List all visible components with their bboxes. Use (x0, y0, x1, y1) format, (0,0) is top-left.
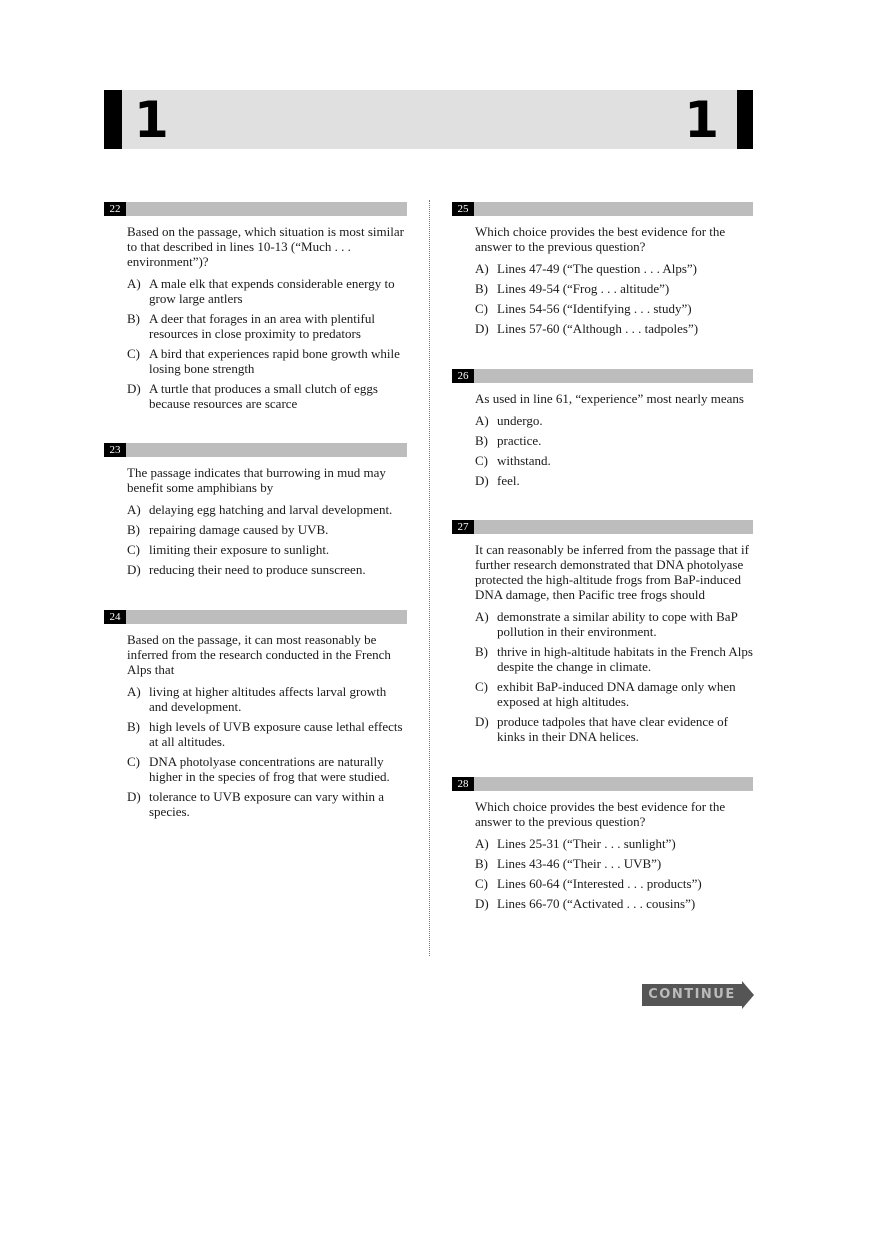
option-text: Lines 60-64 (“Interested . . . products”) (497, 876, 702, 891)
question-bar (104, 202, 407, 216)
question-bar (452, 520, 753, 534)
option-text: limiting their exposure to sunlight. (149, 542, 330, 557)
question-28 (452, 777, 753, 911)
question-bar (452, 369, 753, 383)
option-text: feel. (497, 473, 520, 488)
option-text: demonstrate a similar ability to cope with BaP pollution in their environment. (497, 609, 738, 639)
question-stem: Based on the passage, which situation is most similar to that described in lines 10-13 (“Much . . . environment”)? (127, 224, 404, 269)
option-text: A deer that forages in an area with plentiful resources in close proximity to predators (149, 311, 375, 341)
answer-option[interactable] (475, 876, 753, 891)
question-number: 23 (104, 443, 126, 457)
continue-arrow: CONTINUE (642, 984, 742, 1006)
answer-option[interactable] (475, 644, 753, 674)
option-letter: D) (127, 789, 141, 804)
option-letter: B) (127, 719, 140, 734)
option-letter: D) (127, 562, 141, 577)
option-text: high levels of UVB exposure cause lethal effects at all altitudes. (149, 719, 403, 749)
option-text: living at higher altitudes affects larval growth and development. (149, 684, 387, 714)
option-text: thrive in high-altitude habitats in the French Alps despite the change in climate. (497, 644, 753, 674)
option-text: undergo. (497, 413, 543, 428)
option-letter: D) (475, 473, 489, 488)
option-text: A turtle that produces a small clutch of eggs because resources are scarce (149, 381, 378, 411)
answer-option[interactable] (127, 789, 407, 819)
option-text: Lines 25-31 (“Their . . . sunlight”) (497, 836, 676, 851)
question-number: 25 (452, 202, 474, 216)
header-right-block (737, 90, 753, 149)
option-letter: C) (475, 453, 488, 468)
answer-option[interactable] (127, 754, 407, 784)
option-letter: C) (475, 679, 488, 694)
question-bar (452, 777, 753, 791)
question-22 (104, 202, 407, 411)
answer-option[interactable] (127, 719, 407, 749)
question-stem: Which choice provides the best evidence for the answer to the previous question? (475, 799, 726, 829)
answer-option[interactable] (475, 321, 753, 336)
answer-option[interactable] (127, 684, 407, 714)
answer-option[interactable] (127, 542, 407, 557)
option-letter: A) (475, 261, 489, 276)
option-letter: A) (127, 276, 141, 291)
answer-option[interactable] (127, 311, 407, 341)
question-number: 28 (452, 777, 474, 791)
answer-option[interactable] (475, 433, 753, 448)
answer-option[interactable] (475, 453, 753, 468)
question-stem: Based on the passage, it can most reasonably be inferred from the research conducted in the French Alps that (127, 632, 391, 677)
option-text: A bird that experiences rapid bone growth while losing bone strength (149, 346, 400, 376)
option-letter: D) (475, 714, 489, 729)
question-number: 22 (104, 202, 126, 216)
header-left-block (104, 90, 122, 149)
option-letter: C) (127, 346, 140, 361)
option-text: produce tadpoles that have clear evidence of kinks in their DNA helices. (497, 714, 728, 744)
option-letter: C) (475, 876, 488, 891)
option-letter: B) (127, 311, 140, 326)
question-number: 24 (104, 610, 126, 624)
question-bar (452, 202, 753, 216)
answer-option[interactable] (127, 346, 407, 376)
answer-option[interactable] (127, 522, 407, 537)
answer-option[interactable] (127, 276, 407, 306)
answer-option[interactable] (475, 413, 753, 428)
option-letter: C) (127, 542, 140, 557)
question-bar (104, 443, 407, 457)
answer-option[interactable] (475, 836, 753, 851)
answer-option[interactable] (127, 502, 407, 517)
question-stem: The passage indicates that burrowing in mud may benefit some amphibians by (127, 465, 386, 495)
question-stem: Which choice provides the best evidence for the answer to the previous question? (475, 224, 726, 254)
question-bar (104, 610, 407, 624)
option-text: Lines 66-70 (“Activated . . . cousins”) (497, 896, 696, 911)
answer-option[interactable] (475, 896, 753, 911)
option-letter: D) (475, 896, 489, 911)
option-text: withstand. (497, 453, 551, 468)
answer-option[interactable] (475, 261, 753, 276)
option-text: reducing their need to produce sunscreen. (149, 562, 366, 577)
option-letter: B) (475, 433, 488, 448)
column-divider (429, 200, 430, 956)
option-text: repairing damage caused by UVB. (149, 522, 329, 537)
answer-option[interactable] (475, 609, 753, 639)
section-number-left: 1 (134, 91, 169, 149)
option-letter: A) (475, 609, 489, 624)
option-text: DNA photolyase concentrations are naturally higher in the species of frog that were studied. (149, 754, 390, 784)
answer-option[interactable] (475, 714, 753, 744)
question-stem: As used in line 61, “experience” most nearly means (475, 391, 744, 406)
option-letter: B) (475, 281, 488, 296)
question-27 (452, 520, 753, 744)
question-number: 27 (452, 520, 474, 534)
question-number: 26 (452, 369, 474, 383)
answer-option[interactable] (475, 856, 753, 871)
question-24 (104, 610, 407, 819)
answer-option[interactable] (127, 562, 407, 577)
option-letter: B) (475, 856, 488, 871)
option-letter: A) (475, 836, 489, 851)
section-number-right: 1 (684, 91, 719, 149)
option-text: practice. (497, 433, 542, 448)
option-text: Lines 54-56 (“Identifying . . . study”) (497, 301, 692, 316)
question-26 (452, 369, 753, 488)
option-letter: C) (475, 301, 488, 316)
option-letter: C) (127, 754, 140, 769)
answer-option[interactable] (475, 281, 753, 296)
option-text: tolerance to UVB exposure can vary within a species. (149, 789, 385, 819)
answer-option[interactable] (475, 301, 753, 316)
option-text: delaying egg hatching and larval development. (149, 502, 393, 517)
option-text: A male elk that expends considerable energy to grow large antlers (149, 276, 395, 306)
question-stem: It can reasonably be inferred from the passage that if further research demonstrated that DNA photolyase protected the high-altitude frogs from BaP-induced DNA damage, then Pacific tree frogs should (475, 542, 749, 602)
option-letter: D) (127, 381, 141, 396)
option-text: Lines 57-60 (“Although . . . tadpoles”) (497, 321, 699, 336)
option-text: exhibit BaP-induced DNA damage only when exposed at high altitudes. (497, 679, 736, 709)
option-letter: D) (475, 321, 489, 336)
section-header (104, 90, 753, 149)
answer-option[interactable] (475, 473, 753, 488)
option-letter: A) (127, 684, 141, 699)
option-text: Lines 43-46 (“Their . . . UVB”) (497, 856, 662, 871)
question-23 (104, 443, 407, 577)
option-letter: B) (127, 522, 140, 537)
answer-option[interactable] (127, 381, 407, 411)
question-25 (452, 202, 753, 336)
option-letter: A) (127, 502, 141, 517)
option-text: Lines 49-54 (“Frog . . . altitude”) (497, 281, 670, 296)
option-letter: A) (475, 413, 489, 428)
answer-option[interactable] (475, 679, 753, 709)
option-text: Lines 47-49 (“The question . . . Alps”) (497, 261, 698, 276)
option-letter: B) (475, 644, 488, 659)
